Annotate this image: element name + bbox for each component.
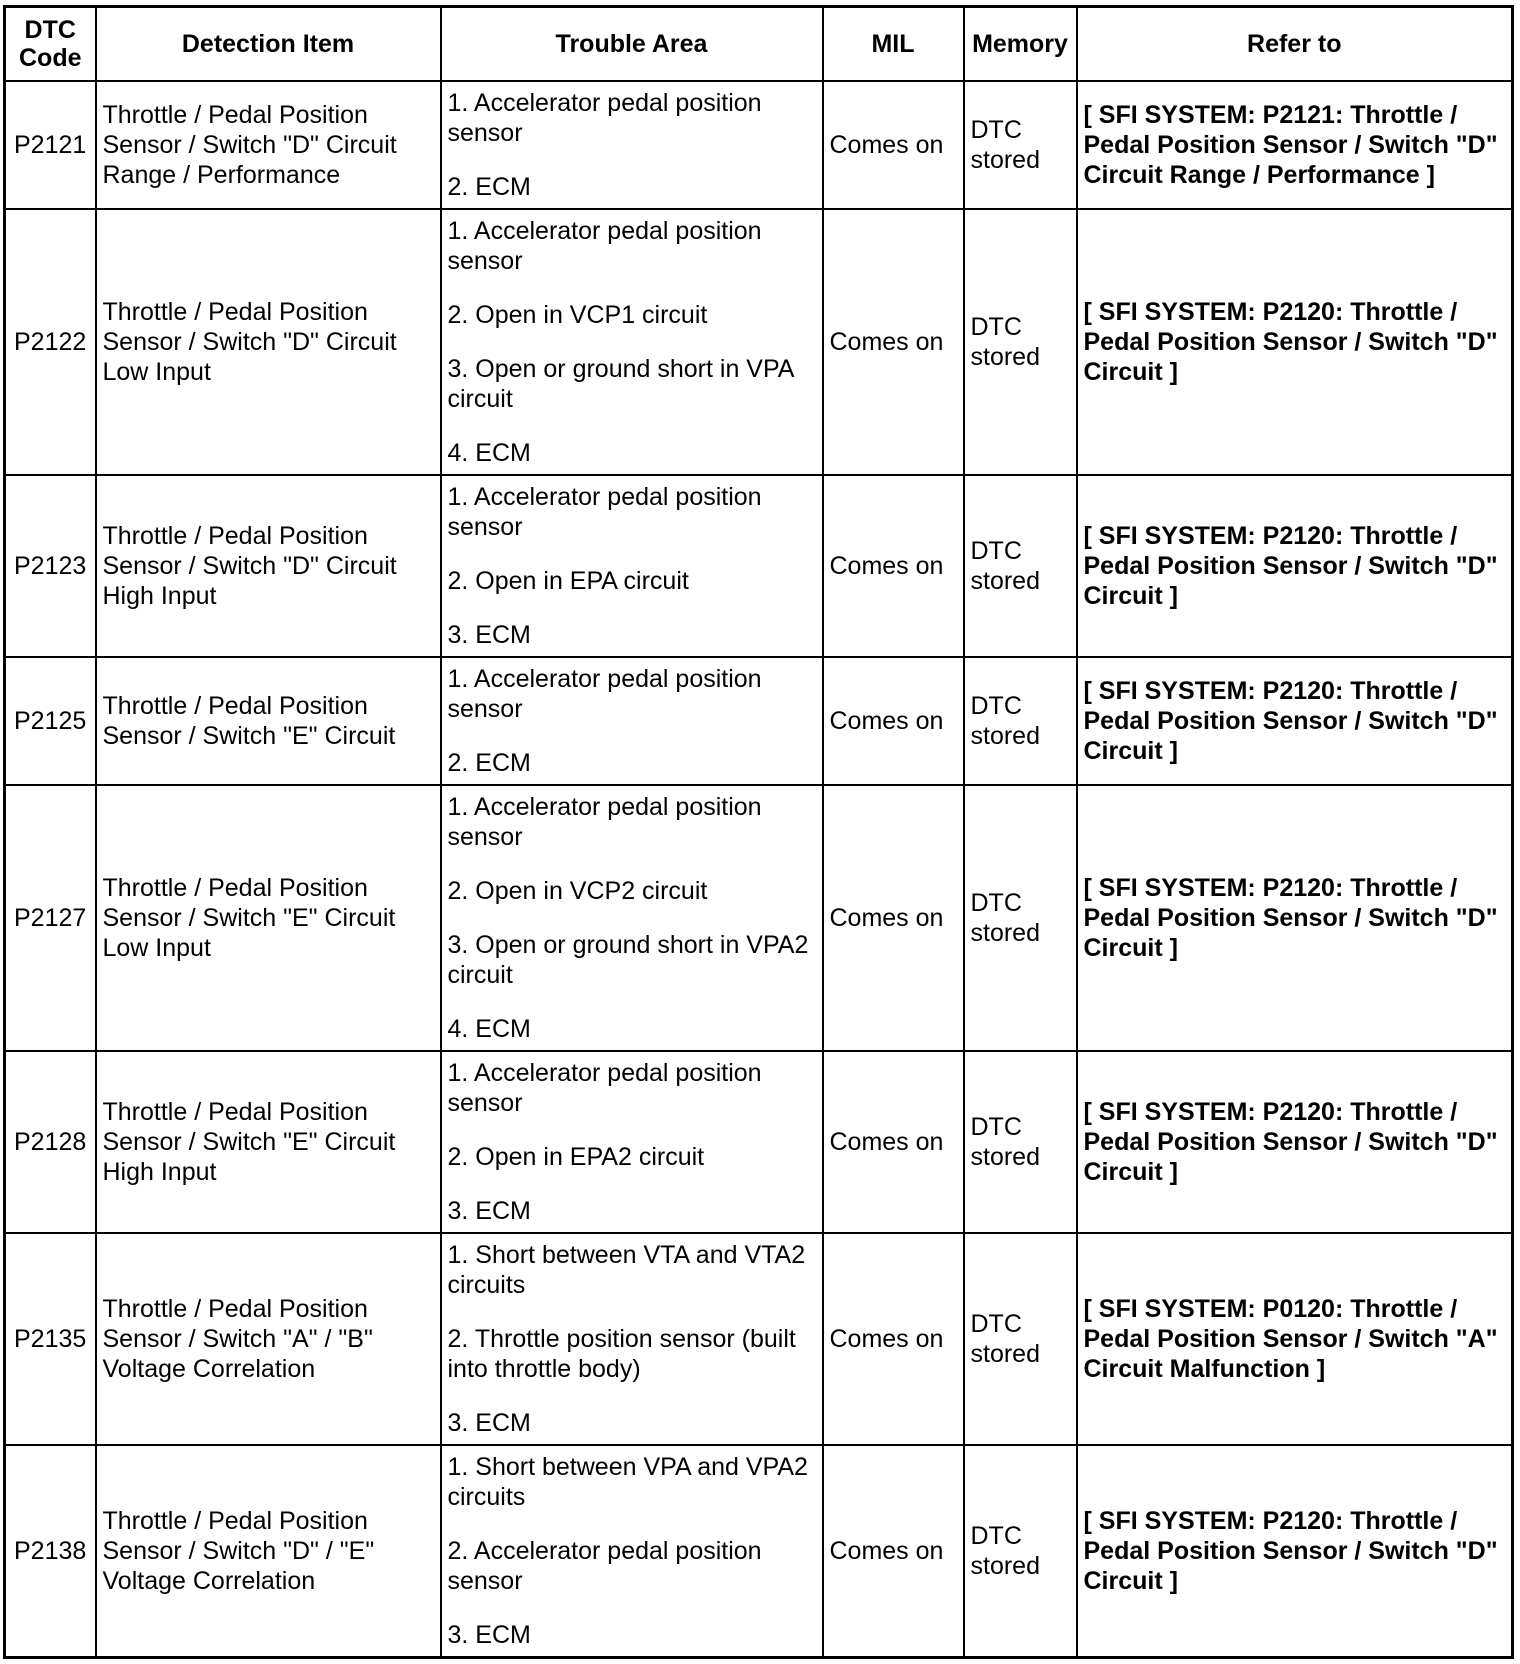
dtc-code-cell: P2135 <box>5 1233 96 1445</box>
detection-item-cell: Throttle / Pedal Position Sensor / Switch "E" Circuit Low Input <box>96 785 441 1051</box>
table-row <box>5 209 1513 475</box>
trouble-area-item: 3. ECM <box>447 1409 531 1437</box>
trouble-area-list <box>448 476 816 656</box>
refer-to-cell: [ SFI SYSTEM: P2120: Throttle / Pedal Position Sensor / Switch "D" Circuit ] <box>1077 475 1513 657</box>
trouble-area-list <box>448 658 816 784</box>
trouble-area-item: 1. Accelerator pedal position sensor <box>447 89 762 147</box>
mil-cell: Comes on <box>823 81 964 209</box>
header-detection-item: Detection Item <box>96 7 441 82</box>
dtc-code-cell: P2127 <box>5 785 96 1051</box>
detection-item-cell: Throttle / Pedal Position Sensor / Switch "A" / "B" Voltage Correlation <box>96 1233 441 1445</box>
dtc-code-cell: P2128 <box>5 1051 96 1233</box>
memory-cell: DTC stored <box>964 1445 1077 1658</box>
table-row <box>5 1445 1513 1658</box>
header-memory: Memory <box>964 7 1077 82</box>
trouble-area-cell <box>441 1233 823 1445</box>
header-refer-to: Refer to <box>1077 7 1513 82</box>
memory-cell: DTC stored <box>964 785 1077 1051</box>
refer-to-cell: [ SFI SYSTEM: P2120: Throttle / Pedal Position Sensor / Switch "D" Circuit ] <box>1077 657 1513 785</box>
trouble-area-cell <box>441 1445 823 1658</box>
mil-cell: Comes on <box>823 1051 964 1233</box>
trouble-area-item: 2. ECM <box>447 173 531 201</box>
trouble-area-item: 2. Open in EPA circuit <box>447 567 689 595</box>
trouble-area-item: 3. ECM <box>447 621 531 649</box>
trouble-area-item: 3. ECM <box>447 1621 531 1649</box>
table-row <box>5 1051 1513 1233</box>
mil-cell: Comes on <box>823 785 964 1051</box>
refer-to-cell: [ SFI SYSTEM: P0120: Throttle / Pedal Position Sensor / Switch "A" Circuit Malfunction ] <box>1077 1233 1513 1445</box>
memory-cell: DTC stored <box>964 475 1077 657</box>
memory-cell: DTC stored <box>964 1051 1077 1233</box>
trouble-area-item: 1. Accelerator pedal position sensor <box>447 217 762 275</box>
dtc-code-cell: P2121 <box>5 81 96 209</box>
dtc-table <box>3 5 1514 1659</box>
table-body <box>5 81 1513 1658</box>
trouble-area-cell <box>441 657 823 785</box>
trouble-area-item: 1. Short between VPA and VPA2 circuits <box>447 1453 808 1511</box>
detection-item-cell: Throttle / Pedal Position Sensor / Switch "E" Circuit High Input <box>96 1051 441 1233</box>
detection-item-cell: Throttle / Pedal Position Sensor / Switch "D" Circuit Range / Performance <box>96 81 441 209</box>
dtc-code-cell: P2138 <box>5 1445 96 1658</box>
trouble-area-item: 2. ECM <box>447 749 531 777</box>
memory-cell: DTC stored <box>964 1233 1077 1445</box>
trouble-area-list <box>448 786 816 1050</box>
table-row <box>5 475 1513 657</box>
detection-item-cell: Throttle / Pedal Position Sensor / Switch "D" Circuit High Input <box>96 475 441 657</box>
table-row <box>5 785 1513 1051</box>
mil-cell: Comes on <box>823 1445 964 1658</box>
trouble-area-item: 1. Accelerator pedal position sensor <box>447 483 762 541</box>
memory-cell: DTC stored <box>964 209 1077 475</box>
trouble-area-list <box>448 82 816 208</box>
trouble-area-item: 1. Accelerator pedal position sensor <box>447 665 762 723</box>
trouble-area-cell <box>441 81 823 209</box>
detection-item-cell: Throttle / Pedal Position Sensor / Switch "D" Circuit Low Input <box>96 209 441 475</box>
trouble-area-item: 4. ECM <box>447 1015 531 1043</box>
trouble-area-cell <box>441 209 823 475</box>
memory-cell: DTC stored <box>964 81 1077 209</box>
header-mil: MIL <box>823 7 964 82</box>
table-row <box>5 81 1513 209</box>
table-row <box>5 1233 1513 1445</box>
header-trouble-area: Trouble Area <box>441 7 823 82</box>
memory-cell: DTC stored <box>964 657 1077 785</box>
trouble-area-item: 2. Open in VCP1 circuit <box>447 301 708 329</box>
table-row <box>5 657 1513 785</box>
mil-cell: Comes on <box>823 1233 964 1445</box>
detection-item-cell: Throttle / Pedal Position Sensor / Switch "E" Circuit <box>96 657 441 785</box>
trouble-area-list <box>448 1446 816 1656</box>
trouble-area-list <box>448 1234 816 1444</box>
mil-cell: Comes on <box>823 475 964 657</box>
trouble-area-item: 2. Open in VCP2 circuit <box>447 877 708 905</box>
detection-item-cell: Throttle / Pedal Position Sensor / Switch "D" / "E" Voltage Correlation <box>96 1445 441 1658</box>
dtc-code-cell: P2123 <box>5 475 96 657</box>
dtc-code-cell: P2125 <box>5 657 96 785</box>
trouble-area-item: 3. ECM <box>447 1197 531 1225</box>
dtc-code-cell: P2122 <box>5 209 96 475</box>
mil-cell: Comes on <box>823 657 964 785</box>
trouble-area-item: 3. Open or ground short in VPA2 circuit <box>447 931 809 989</box>
trouble-area-item: 1. Accelerator pedal position sensor <box>447 1059 762 1117</box>
refer-to-cell: [ SFI SYSTEM: P2120: Throttle / Pedal Position Sensor / Switch "D" Circuit ] <box>1077 1051 1513 1233</box>
trouble-area-item: 1. Short between VTA and VTA2 circuits <box>447 1241 806 1299</box>
refer-to-cell: [ SFI SYSTEM: P2120: Throttle / Pedal Position Sensor / Switch "D" Circuit ] <box>1077 785 1513 1051</box>
trouble-area-item: 1. Accelerator pedal position sensor <box>447 793 762 851</box>
trouble-area-list <box>448 1052 816 1232</box>
header-dtc-code: DTC Code <box>5 7 96 82</box>
header-row <box>5 7 1513 82</box>
trouble-area-cell <box>441 475 823 657</box>
trouble-area-item: 3. Open or ground short in VPA circuit <box>447 355 794 413</box>
refer-to-cell: [ SFI SYSTEM: P2121: Throttle / Pedal Position Sensor / Switch "D" Circuit Range / Performance ] <box>1077 81 1513 209</box>
trouble-area-item: 2. Throttle position sensor (built into throttle body) <box>447 1325 796 1383</box>
refer-to-cell: [ SFI SYSTEM: P2120: Throttle / Pedal Position Sensor / Switch "D" Circuit ] <box>1077 209 1513 475</box>
trouble-area-cell <box>441 1051 823 1233</box>
mil-cell: Comes on <box>823 209 964 475</box>
refer-to-cell: [ SFI SYSTEM: P2120: Throttle / Pedal Position Sensor / Switch "D" Circuit ] <box>1077 1445 1513 1658</box>
trouble-area-cell <box>441 785 823 1051</box>
trouble-area-item: 2. Accelerator pedal position sensor <box>447 1537 762 1595</box>
trouble-area-list <box>448 210 816 474</box>
trouble-area-item: 4. ECM <box>447 439 531 467</box>
trouble-area-item: 2. Open in EPA2 circuit <box>447 1143 705 1171</box>
